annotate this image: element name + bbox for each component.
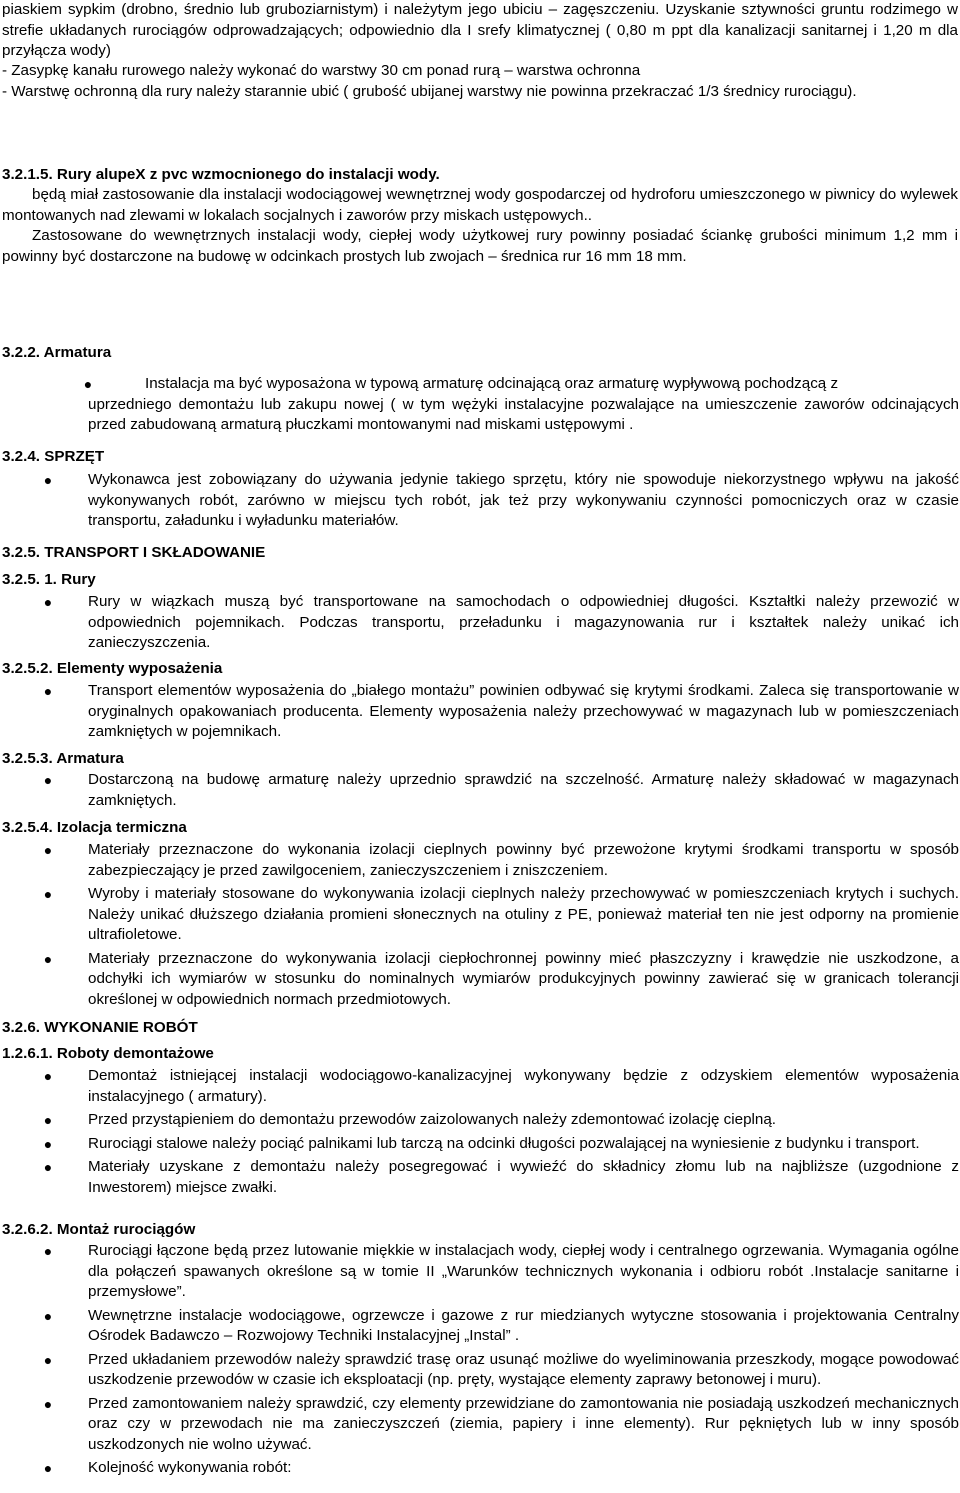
izolacja-list — [43, 840, 959, 1010]
list-item: ● Wewnętrzne instalacje wodociągowe, ogrzewcze i gazowe z rur miedzianych wytyczne stosowania i projektowania Centralny Ośrodek Badawczo – Rozwojowy Techniki Instalacyjnej „Instal” . — [88, 1306, 959, 1347]
heading-325: 3.2.5. TRANSPORT I SKŁADOWANIE — [2, 544, 266, 561]
bullet-icon: ● — [83, 376, 93, 392]
elementy-list — [43, 681, 959, 743]
list-item: ● Transport elementów wyposażenia do „białego montażu” powinien odbywać się krytymi środkami. Zaleca się transportowanie w oryginalnych opakowaniach producenta. Elementy wyposażenia należy przechowywać w magazynach lub w pomieszczeniach zamkniętych w pojemnikach. — [88, 681, 959, 743]
heading-326: 3.2.6. WYKONANIE ROBÓT — [2, 1019, 198, 1036]
bullet-icon: ● — [43, 950, 53, 967]
heading-3254: 3.2.5.4. Izolacja termiczna — [2, 819, 187, 836]
bullet-icon: ● — [43, 472, 53, 488]
heading-3251: 3.2.5. 1. Rury — [2, 571, 96, 588]
list-item: ● Wyroby i materiały stosowane do wykonywania izolacji cieplnych należy przechowywać w pomieszczeniach krytych i suchych. Należy unikać dłuższego działania promieni słonecznych na otuliny z PE, ponieważ materiał ten nie jest odporny na promienie ultrafioletowe. — [88, 884, 959, 946]
bullet-icon: ● — [43, 886, 53, 902]
list-item: ● Przed zamontowaniem należy sprawdzić, czy elementy przewidziane do zamontowania nie posiadają uszkodzeń mechanicznych oraz czy w przewodach nie ma zanieczyszczeń (ziemia, papiery i inne elementy). Rur pękniętych lub w inny sposób uszkodzonych nie wolno używać. — [88, 1394, 959, 1456]
list-item: ● Przed przystąpieniem do demontażu przewodów zaizolowanych należy zdemontować izolację cieplną. — [88, 1110, 959, 1131]
bullet-icon: ● — [43, 772, 53, 788]
list-item: ● Rury w wiązkach muszą być transportowane na samochodach o odpowiedniej długości. Kształtki należy przewozić w odpowiednich pojemnikach. Podczas transportu, przeładunku i magazynowania rur i kształtek należy unikać ich zanieczyszczenia. — [88, 592, 959, 654]
list-item: ● Demontaż istniejącej instalacji wodociągowo-kanalizacyjnej wykonywany będzie z odzyskiem elementów wyposażenia instalacyjnego ( armatury). — [88, 1066, 959, 1107]
list-item: ● Materiały przeznaczone do wykonywania izolacji ciepłochronnej powinny mieć płaszczyzny i krawędzie nie uszkodzone, a odchyłki ich wymiarów w stosunku do nominalnych wymiarów produkcyjnych powinny zawierać się w granicach tolerancji określonej w odpowiednich normach przedmiotowych. — [88, 949, 959, 1011]
rury-list — [43, 592, 959, 654]
bullet-icon: ● — [43, 1351, 53, 1368]
armatura2-list — [43, 770, 959, 811]
list-item: ● Rurociągi stalowe należy pociąć palnikami lub tarczą na odcinki długości pozwalającej na wyniesienie z budynku i transport. — [88, 1134, 959, 1155]
bullet-icon: ● — [43, 1460, 53, 1476]
list-item: ● Materiały przeznaczone do wykonania izolacji cieplnych powinny być przewożone krytymi środkami transportu w sposób zabezpieczający je przed zawilgoceniem, zanieczyszczeniem i zniszczeniem. — [88, 840, 959, 881]
bullet-icon: ● — [43, 1135, 53, 1152]
heading-324: 3.2.4. SPRZĘT — [2, 448, 105, 465]
list-item: ● Materiały uzyskane z demontażu należy posegregować i wywieźć do składnicy złomu lub na najbliższe (uzgodnione z Inwestorem) miejsce zwałki. — [88, 1157, 959, 1198]
armatura-first-line: Instalacja ma być wyposażona w typową armaturę odcinającą oraz armaturę wypływową pochodzącą z — [145, 375, 839, 392]
heading-322: 3.2.2. Armatura — [2, 344, 112, 361]
armatura-rest: uprzedniego demontażu lub zakupu nowej ( w tym wężyki instalacyjne pozwalające na umieszczenie zaworów odcinających przed zabudowaną armaturą płuczkami montowanymi nad miskami ustępowymi . — [88, 395, 959, 433]
list-item: ● Przed układaniem przewodów należy sprawdzić trasę oraz usunąć możliwe do wyeliminowania przeszkody, mogące powodować uszkodzenie przewodów w czasie ich eksploatacji (np. pręty, wystające elementy zaprawy betonowej i muru). — [88, 1350, 959, 1391]
paragraph-warstwa: - Warstwę ochronną dla rury należy starannie ubić ( grubość ubijanej warstwy nie powinna przekraczać 1/3 średnicy rurociągu). — [2, 83, 857, 100]
heading-3253: 3.2.5.3. Armatura — [2, 750, 124, 767]
bullet-icon: ● — [43, 1395, 53, 1412]
list-item: ● Kolejność wykonywania robót: — [88, 1458, 959, 1479]
list-item: ● Dostarczoną na budowę armaturę należy uprzednio sprawdzić na szczelność. Armaturę należy składować w magazynach zamkniętych. — [88, 770, 959, 811]
bullet-icon: ● — [43, 1159, 53, 1175]
bullet-icon: ● — [43, 1243, 53, 1259]
paragraph-alupex: będą miał zastosowanie dla instalacji wodociągowej wewnętrznej wody gospodarczej od hydroforu umieszczonego w piwnicy do wylewek montowanych nad zlewami w lokalach socjalnych i zaworów przy miskach ustępowych.. — [2, 186, 958, 224]
paragraph-zasypka: - Zasypkę kanału rurowego należy wykonać do warstwy 30 cm ponad rurą – warstwa ochronna — [2, 62, 641, 79]
heading-3215: 3.2.1.5. Rury alupeX z pvc wzmocnionego do instalacji wody. — [2, 166, 440, 183]
demontaz-list — [43, 1066, 959, 1198]
bullet-icon: ● — [43, 1307, 53, 1324]
bullet-icon: ● — [43, 1068, 53, 1084]
sprzet-list — [43, 470, 959, 532]
montaz-list — [43, 1241, 959, 1479]
bullet-icon: ● — [43, 1112, 53, 1128]
bullet-icon: ● — [43, 683, 53, 699]
paragraph-intro: piaskiem sypkim (drobno, średnio lub gruboziarnistym) i należytym jego ubiciu – zagęszczeniu. Uzyskanie sztywności gruntu rodzimego w strefie układanych rurociągów odprowadzających; odpowiednio dla I srefy klimatycznej ( 0,80 m ppt dla kanalizacji sanitarnej i 1,20 m dla przyłącza wody) — [2, 1, 958, 59]
bullet-icon: ● — [43, 842, 53, 858]
heading-1261: 1.2.6.1. Roboty demontażowe — [2, 1045, 214, 1062]
list-item: ● Wykonawca jest zobowiązany do używania jedynie takiego sprzętu, który nie spowoduje niekorzystnego wpływu na jakość wykonywanych robót, zarówno w miejscu tych robót, jak też przy wykonywaniu czynności pomocniczych oraz w czasie transportu, załadunku i wyładunku materiałów. — [88, 470, 959, 532]
list-item: ● Rurociągi łączone będą przez lutowanie miękkie w instalacjach wody, ciepłej wody i centralnego ogrzewania. Wymagania ogólne dla połączeń spawanych określone są w tomie II „Warunków technicznych wykonania i odbioru robót .Instalacje sanitarne i przemysłowe”. — [88, 1241, 959, 1303]
paragraph-zastosowane: Zastosowane do wewnętrznych instalacji wody, ciepłej wody użytkowej rury powinny posiadać ściankę grubości minimum 1,2 mm i powinny być dostarczone na budowę w odcinkach prostych lub zwojach – średnica rur 16 mm 18 mm. — [2, 227, 958, 265]
bullet-icon: ● — [43, 594, 53, 610]
heading-3252: 3.2.5.2. Elementy wyposażenia — [2, 660, 223, 677]
heading-3262: 3.2.6.2. Montaż rurociągów — [2, 1221, 196, 1238]
armatura-block — [83, 374, 959, 436]
